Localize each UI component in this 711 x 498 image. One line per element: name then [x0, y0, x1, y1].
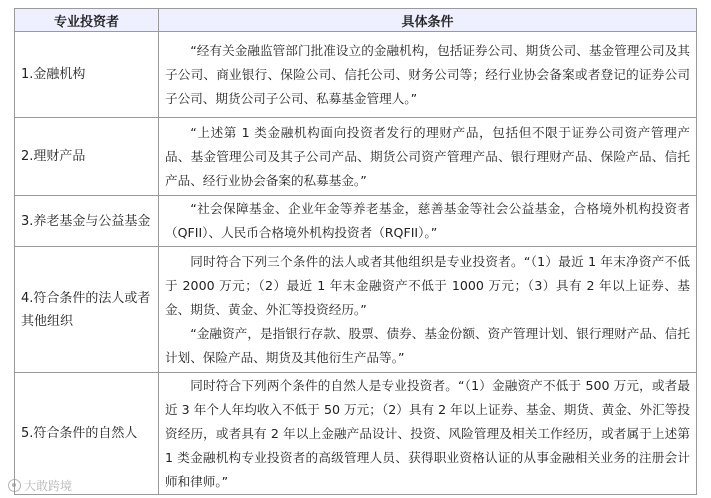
watermark-text: 大敢跨境	[24, 479, 73, 493]
table-row	[15, 373, 697, 495]
table-header-row	[15, 9, 697, 32]
watermark-logo-icon	[8, 479, 21, 492]
investor-type: 3.养老基金与公益基金	[15, 196, 159, 247]
condition-text: “金融资产，是指银行存款、股票、债券、基金份额、资产管理计划、银行理财产品、信托计划、保险产品、期货及其他衍生产品等。”	[165, 325, 690, 365]
investor-type: 2.理财产品	[15, 118, 159, 196]
header-investor: 专业投资者	[15, 9, 159, 32]
condition-text: 同时符合下列两个条件的自然人是专业投资者。“（1）金融资产不低于 500 万元，或者最近 3 年个人年均收入不低于 50 万元；（2）具有 2 年以上证券、基金、期货、黄金、外汇等投资经历，或者具有 2 年以上金融产品设计、投资、风险管理及相关工作经历，或者属于上述第 1 类金融机构专业投资者的高级管理人员、获得职业资格认证的从事金融相关业务的注册会计师和律师。”	[165, 377, 690, 489]
investor-conditions	[159, 196, 697, 247]
watermark	[8, 477, 72, 494]
table-row	[15, 196, 697, 247]
investor-conditions	[159, 373, 697, 495]
condition-text: 同时符合下列三个条件的法人或者其他组织是专业投资者。“（1）最近 1 年末净资产不低于 2000 万元；（2）最近 1 年末金融资产不低于 1000 万元；（3）具有 2 年以上证券、基金、期货、黄金、外汇等投资经历。”	[165, 253, 690, 317]
condition-text: “经有关金融监管部门批准设立的金融机构，包括证券公司、期货公司、基金管理公司及其子公司、商业银行、保险公司、信托公司、财务公司等；经行业协会备案或者登记的证券公司子公司、期货公司子公司、私募基金管理人。”	[165, 42, 690, 106]
investor-conditions	[159, 247, 697, 373]
table-row	[15, 32, 697, 118]
investor-type: 4.符合条件的法人或者其他组织	[15, 247, 159, 373]
investor-conditions	[159, 32, 697, 118]
investor-type: 5.符合条件的自然人	[15, 373, 159, 495]
table-row	[15, 247, 697, 373]
table-row	[15, 118, 697, 196]
investor-table	[14, 8, 697, 495]
condition-text: “社会保障基金、企业年金等养老基金，慈善基金等社会公益基金，合格境外机构投资者（QFII）、人民币合格境外机构投资者（RQFII）。”	[165, 201, 690, 240]
condition-text: “上述第 1 类金融机构面向投资者发行的理财产品，包括但不限于证券公司资产管理产品、基金管理公司及其子公司产品、期货公司资产管理产品、银行理财产品、保险产品、信托产品、经行业协会备案的私募基金。”	[165, 124, 690, 188]
header-conditions: 具体条件	[159, 9, 697, 32]
investor-conditions	[159, 118, 697, 196]
investor-type: 1.金融机构	[15, 32, 159, 118]
